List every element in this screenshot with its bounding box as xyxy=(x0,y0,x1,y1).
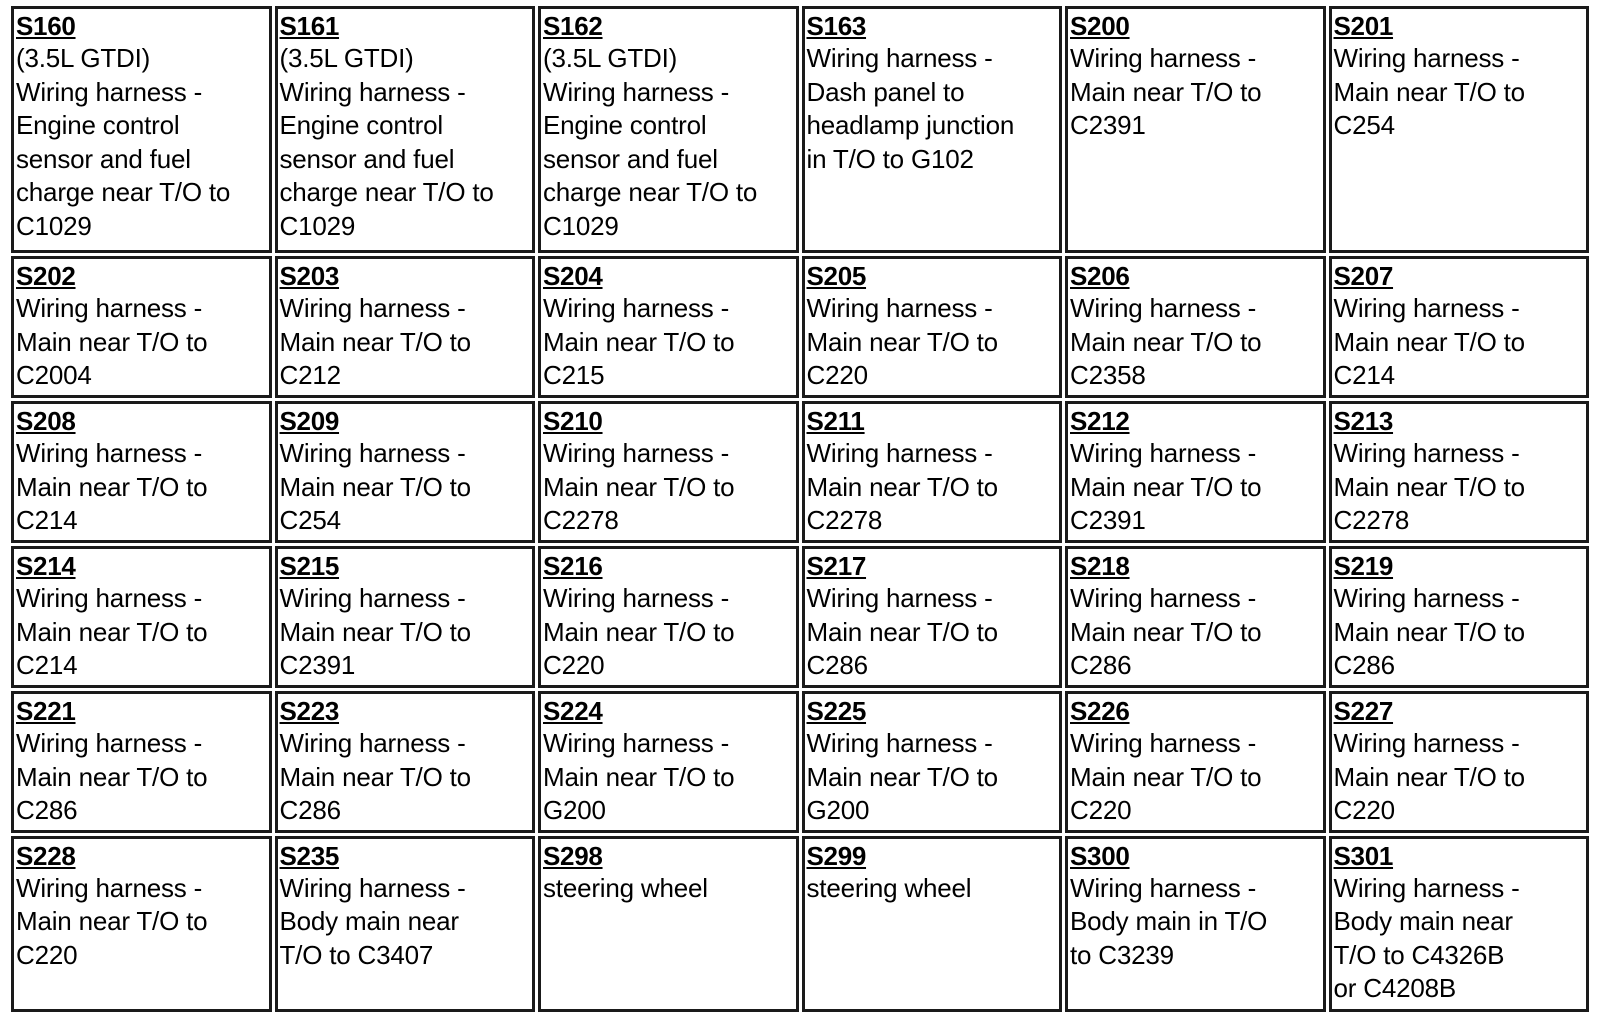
splice-description: Wiring harness - Main near T/O to C2358 xyxy=(1070,293,1262,391)
splice-cell xyxy=(11,6,272,253)
splice-description: Wiring harness - Body main near T/O to C3407 xyxy=(279,872,466,970)
splice-description: Wiring harness - Main near T/O to C254 xyxy=(1333,43,1525,140)
splice-description: Wiring harness - Body main near T/O to C4326B or C4208B xyxy=(1333,872,1520,1004)
splice-cell xyxy=(802,256,1063,398)
splice-description: Wiring harness - Main near T/O to C220 xyxy=(806,293,998,391)
splice-id-link[interactable]: S200 xyxy=(1070,11,1130,41)
splice-id-link[interactable]: S207 xyxy=(1333,261,1394,292)
splice-description: Wiring harness - Main near T/O to C220 xyxy=(543,583,735,681)
splice-cell xyxy=(275,401,536,543)
splice-description: Wiring harness - Main near T/O to C220 xyxy=(1070,728,1262,825)
splice-id-link[interactable]: S301 xyxy=(1333,840,1394,871)
splice-cell xyxy=(1065,691,1326,833)
splice-id-link[interactable]: S218 xyxy=(1070,551,1130,582)
splice-cell xyxy=(538,256,799,398)
splice-id-link[interactable]: S300 xyxy=(1070,840,1130,871)
splice-id-link[interactable]: S213 xyxy=(1333,406,1394,437)
table-row xyxy=(11,546,1589,688)
splice-description: Wiring harness - Main near T/O to C2391 xyxy=(1070,438,1262,536)
splice-cell xyxy=(802,6,1063,253)
table-row xyxy=(11,401,1589,543)
splice-description: Wiring harness - Main near T/O to G200 xyxy=(543,728,735,825)
splice-description: Wiring harness - Main near T/O to C214 xyxy=(16,438,208,536)
splice-description: Wiring harness - Main near T/O to C286 xyxy=(806,583,998,681)
splice-id-link[interactable]: S160 xyxy=(16,11,76,41)
splice-cell xyxy=(275,691,536,833)
table-row xyxy=(11,6,1589,253)
splice-cell xyxy=(538,546,799,688)
splice-cell xyxy=(275,836,536,1012)
splice-id-link[interactable]: S299 xyxy=(806,840,867,871)
splice-id-link[interactable]: S225 xyxy=(806,696,867,726)
splice-id-link[interactable]: S298 xyxy=(543,840,603,871)
splice-cell xyxy=(1065,401,1326,543)
splice-cell xyxy=(1065,256,1326,398)
splice-cell xyxy=(802,546,1063,688)
splice-description: Wiring harness - Main near T/O to C286 xyxy=(1070,583,1262,681)
splice-cell xyxy=(538,401,799,543)
splice-id-link[interactable]: S226 xyxy=(1070,696,1130,726)
splice-description: Wiring harness - Main near T/O to C2391 xyxy=(279,583,471,681)
splice-cell xyxy=(11,401,272,543)
splice-id-link[interactable]: S217 xyxy=(806,551,867,582)
splice-table xyxy=(8,3,1592,1015)
splice-id-link[interactable]: S228 xyxy=(16,840,76,871)
splice-cell xyxy=(1329,256,1590,398)
splice-cell xyxy=(802,691,1063,833)
table-row xyxy=(11,256,1589,398)
splice-cell xyxy=(538,836,799,1012)
splice-id-link[interactable]: S224 xyxy=(543,696,603,726)
splice-description: Wiring harness - Main near T/O to C254 xyxy=(279,438,471,536)
splice-description: steering wheel xyxy=(806,872,972,903)
splice-cell xyxy=(11,546,272,688)
splice-description: Wiring harness - Main near T/O to C220 xyxy=(16,872,208,970)
splice-cell xyxy=(1065,836,1326,1012)
splice-id-link[interactable]: S219 xyxy=(1333,551,1394,582)
splice-id-link[interactable]: S202 xyxy=(16,261,76,292)
splice-id-link[interactable]: S235 xyxy=(279,840,340,871)
splice-cell xyxy=(1065,546,1326,688)
splice-description: Wiring harness - Main near T/O to C286 xyxy=(16,728,208,825)
splice-id-link[interactable]: S162 xyxy=(543,11,603,41)
splice-id-link[interactable]: S212 xyxy=(1070,406,1130,437)
splice-cell xyxy=(11,836,272,1012)
splice-description: Wiring harness - Main near T/O to C2391 xyxy=(1070,43,1262,140)
splice-description: Wiring harness - Main near T/O to C212 xyxy=(279,293,471,391)
splice-cell xyxy=(538,6,799,253)
splice-id-link[interactable]: S227 xyxy=(1333,696,1394,726)
splice-id-link[interactable]: S223 xyxy=(279,696,340,726)
splice-cell xyxy=(1065,6,1326,253)
splice-id-link[interactable]: S214 xyxy=(16,551,76,582)
splice-cell xyxy=(1329,546,1590,688)
splice-id-link[interactable]: S208 xyxy=(16,406,76,437)
table-row xyxy=(11,691,1589,833)
splice-description: Wiring harness - Main near T/O to C215 xyxy=(543,293,735,391)
splice-id-link[interactable]: S203 xyxy=(279,261,340,292)
splice-description: Wiring harness - Main near T/O to C2004 xyxy=(16,293,208,391)
splice-description: (3.5L GTDI) Wiring harness - Engine control sensor and fuel charge near T/O to C1029 xyxy=(279,43,494,241)
splice-cell xyxy=(275,546,536,688)
splice-cell xyxy=(802,836,1063,1012)
splice-description: Wiring harness - Main near T/O to C214 xyxy=(16,583,208,681)
splice-description: Wiring harness - Body main in T/O to C3239 xyxy=(1070,872,1268,970)
splice-cell xyxy=(1329,401,1590,543)
splice-id-link[interactable]: S161 xyxy=(279,11,340,41)
splice-description: Wiring harness - Main near T/O to G200 xyxy=(806,728,998,825)
splice-description: Wiring harness - Main near T/O to C286 xyxy=(1333,583,1525,681)
splice-id-link[interactable]: S215 xyxy=(279,551,340,582)
splice-cell xyxy=(1329,836,1590,1012)
splice-description: (3.5L GTDI) Wiring harness - Engine control sensor and fuel charge near T/O to C1029 xyxy=(543,43,758,241)
splice-id-link[interactable]: S163 xyxy=(806,11,867,41)
splice-cell xyxy=(1329,6,1590,253)
splice-id-link[interactable]: S204 xyxy=(543,261,603,292)
splice-id-link[interactable]: S209 xyxy=(279,406,340,437)
splice-cell xyxy=(538,691,799,833)
splice-description: Wiring harness - Main near T/O to C286 xyxy=(279,728,471,825)
splice-cell xyxy=(802,401,1063,543)
splice-id-link[interactable]: S216 xyxy=(543,551,603,582)
splice-description: Wiring harness - Main near T/O to C2278 xyxy=(1333,438,1525,536)
splice-description: Wiring harness - Main near T/O to C2278 xyxy=(543,438,735,536)
splice-description: Wiring harness - Main near T/O to C214 xyxy=(1333,293,1525,391)
splice-id-link[interactable]: S206 xyxy=(1070,261,1130,292)
splice-cell xyxy=(11,256,272,398)
splice-cell xyxy=(1329,691,1590,833)
splice-id-link[interactable]: S211 xyxy=(806,406,865,437)
splice-description: Wiring harness - Main near T/O to C2278 xyxy=(806,438,998,536)
splice-cell xyxy=(275,6,536,253)
splice-id-link[interactable]: S221 xyxy=(16,696,76,726)
splice-id-link[interactable]: S210 xyxy=(543,406,603,437)
table-row xyxy=(11,836,1589,1012)
splice-description: (3.5L GTDI) Wiring harness - Engine control sensor and fuel charge near T/O to C1029 xyxy=(16,43,231,241)
splice-description: steering wheel xyxy=(543,872,708,903)
splice-description: Wiring harness - Dash panel to headlamp junction in T/O to G102 xyxy=(806,43,1015,174)
splice-cell xyxy=(275,256,536,398)
splice-description: Wiring harness - Main near T/O to C220 xyxy=(1333,728,1525,825)
splice-id-link[interactable]: S205 xyxy=(806,261,867,292)
splice-cell xyxy=(11,691,272,833)
splice-id-link[interactable]: S201 xyxy=(1333,11,1394,41)
